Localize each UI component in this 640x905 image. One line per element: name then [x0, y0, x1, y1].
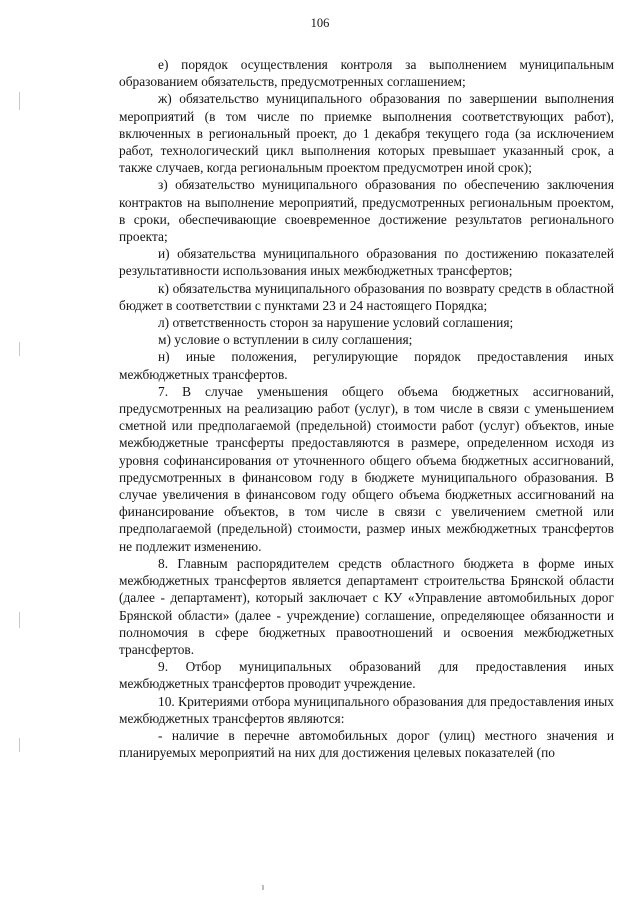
paragraph: 10. Критериями отбора муниципального образования для предоставления иных межбюджетных трансфертов являются: — [119, 693, 614, 726]
page-number: 106 — [310, 16, 330, 30]
paragraph: к) обязательства муниципального образования по возврату средств в областной бюджет в соответствии с пунктами 23 и 24 настоящего Порядка; — [119, 280, 614, 313]
paragraph: 8. Главным распорядителем средств областного бюджета в форме иных межбюджетных трансфертов является департамент строительства Брянской области (далее - департамент), который заключает с КУ «Управление автомобильных дорог Брянской области» (далее - учреждение) соглашение, определяющее обязанности и полномочия в сфере бюджетных правоотношений и освоения межбюджетных трансфертов. — [119, 555, 614, 657]
scan-speck — [262, 885, 264, 890]
paragraph: и) обязательства муниципального образования по достижению показателей результативности использования иных межбюджетных трансфертов; — [119, 246, 614, 279]
paragraph: е) порядок осуществления контроля за выполнением муниципальным образованием обязательств, предусмотренных соглашением; — [119, 57, 614, 90]
scan-margin-mark — [19, 92, 20, 110]
paragraph: ж) обязательство муниципального образования по завершении выполнения мероприятий (в том числе по приемке выполнения соответствующих работ), включенных в региональный проект, до 1 декабря текущего года (за исключением работ, технологический цикл выполнения которых превышает указанный срок, а также случаев, когда региональным проектом предусмотрен иной срок); — [119, 91, 614, 176]
paragraph: з) обязательство муниципального образования по обеспечению заключения контрактов на выполнение мероприятий, предусмотренных региональным проектом, в сроки, обеспечивающие своевременное достижение результатов регионального проекта; — [119, 177, 614, 245]
document-body — [119, 56, 614, 761]
paragraph: - наличие в перечне автомобильных дорог (улиц) местного значения и планируемых мероприятий на них для достижения целевых показателей (по — [119, 727, 614, 761]
scan-margin-mark — [19, 612, 20, 628]
scan-margin-mark — [19, 738, 20, 752]
paragraph: 9. Отбор муниципальных образований для предоставления иных межбюджетных трансфертов проводит учреждение. — [119, 659, 614, 692]
paragraph: м) условие о вступлении в силу соглашения; — [158, 332, 413, 348]
paragraph: 7. В случае уменьшения общего объема бюджетных ассигнований, предусмотренных на реализацию работ (услуг), в том числе в связи с уменьшением сметной или предполагаемой (предельной) стоимости работ (услуг) объектов, иные межбюджетные трансферты предоставляются в размере, определенном исходя из уровня софинансирования от уточненного общего объема бюджетных ассигнований, предусмотренных в финансовом году в бюджете муниципального образования. В случае увеличения в финансовом году общего объема бюджетных ассигнований на финансирование объектов, в том числе в связи с увеличением сметной или предполагаемой (предельной) стоимости, размер иных межбюджетных трансфертов не подлежит изменению. — [119, 383, 614, 554]
paragraph: н) иные положения, регулирующие порядок предоставления иных межбюджетных трансфертов. — [119, 349, 614, 382]
scan-margin-mark — [19, 342, 20, 356]
paragraph: л) ответственность сторон за нарушение условий соглашения; — [158, 315, 514, 331]
